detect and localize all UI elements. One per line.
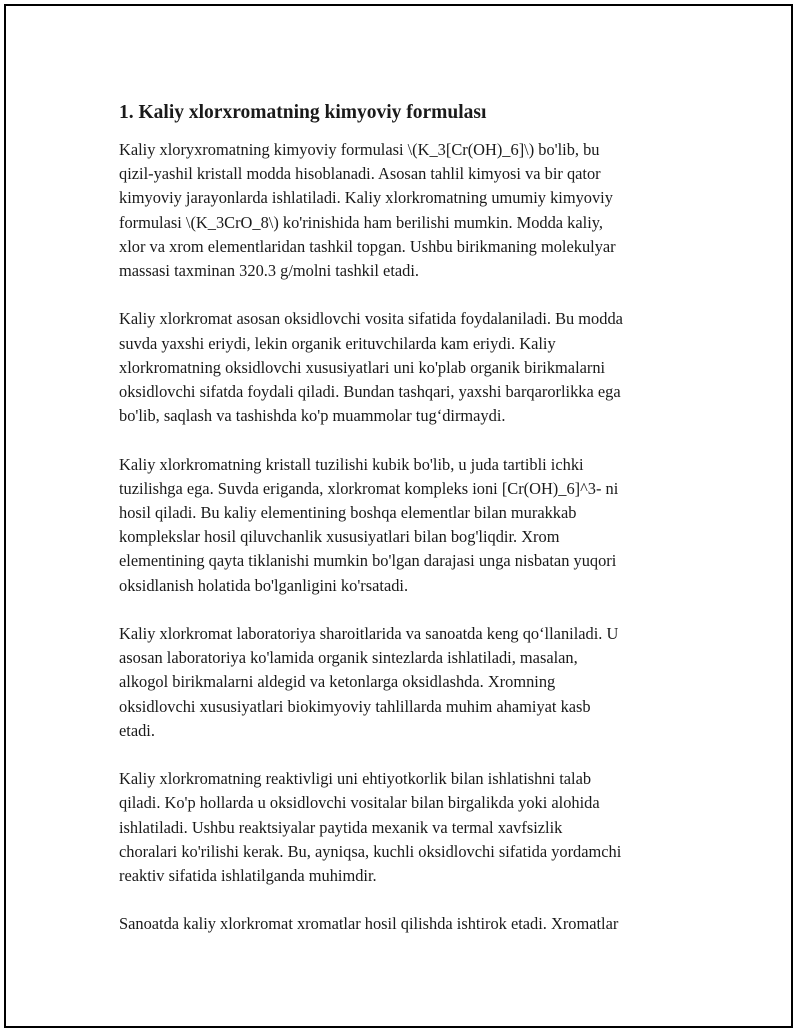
paragraph-laboratory-use: Kaliy xlorkromat laboratoriya sharoitlarida va sanoatda keng qo‘llaniladi. U asosan laboratoriya ko'lamida organik sintezlarda ishlatiladi, masalan, alkogol birikmalarni aldegid va ketonlarga oksidlashda. Xromning oksidlovchi xususiyatlari biokimyoviy tahlillarda muhim ahamiyat kasb etadi. (119, 624, 619, 740)
section-heading: 1. Kaliy xlorxromatning kimyoviy formulası (119, 102, 487, 123)
paragraph-formula: Kaliy xloryxromatning kimyoviy formulasi \(K_3[Cr(OH)_6]\) bo'lib, bu qizil-yashil kristall modda hisoblanadi. Asosan tahlil kimyosi va bir qator kimyoviy jarayonlarda ishlatiladi. Kaliy xlorkromatning umumiy kimyoviy formulasi \(K_3CrO_8\) ko'rinishida ham berilishi mumkin. Modda kaliy, xlor va xrom elementlaridan tashkil topgan. Ushbu birikmaning molekulyar massasi taxminan 320.3 g/molni tashkil etadi. (119, 140, 616, 281)
paragraph-safety: Kaliy xlorkromatning reaktivligi uni ehtiyotkorlik bilan ishlatishni talab qiladi. Ko'p hollarda u oksidlovchi vositalar bilan birgalikda yoki alohida ishlatiladi. Ushbu reaktsiyalar paytida mexanik va termal xavfsizlik choralari ko'rilishi kerak. Bu, ayniqsa, kuchli oksidlovchi sifatida yordamchi reaktiv sifatida ishlatilganda muhimdir. (119, 769, 622, 886)
page-frame (4, 4, 793, 1028)
document-body (119, 100, 694, 961)
paragraph-crystal-structure: Kaliy xlorkromatning kristall tuzilishi kubik bo'lib, u juda tartibli ichki tuzilishga ega. Suvda eriganda, xlorkromat kompleks ioni [Cr(OH)_6]^3- ni hosil qiladi. Bu kaliy elementining boshqa elementlar bilan murakkab komplekslar hosil qiluvchanlik xususiyatlari bilan bog'liqdir. Xrom elementining qayta tiklanishi mumkin bo'lgan darajasi unga nisbatan yuqori oksidlanish holatida bo'lganligini ko'rsatadi. (119, 454, 619, 595)
paragraph-industry: Sanoatda kaliy xlorkromat xromatlar hosil qilishda ishtirok etadi. Xromatlar (119, 914, 619, 934)
paragraph-oxidizer-use: Kaliy xlorkromat asosan oksidlovchi vosita sifatida foydalaniladi. Bu modda suvda yaxshi eriydi, lekin organik erituvchilarda kam eriydi. Kaliy xlorkromatning oksidlovchi xususiyatlari uni ko'plab organik birikmalarni oksidlovchi sifatda foydali qiladi. Bundan tashqari, yaxshi barqarorlikka ega bo'lib, saqlash va tashishda ko'p muammolar tug‘dirmaydi. (119, 309, 623, 426)
